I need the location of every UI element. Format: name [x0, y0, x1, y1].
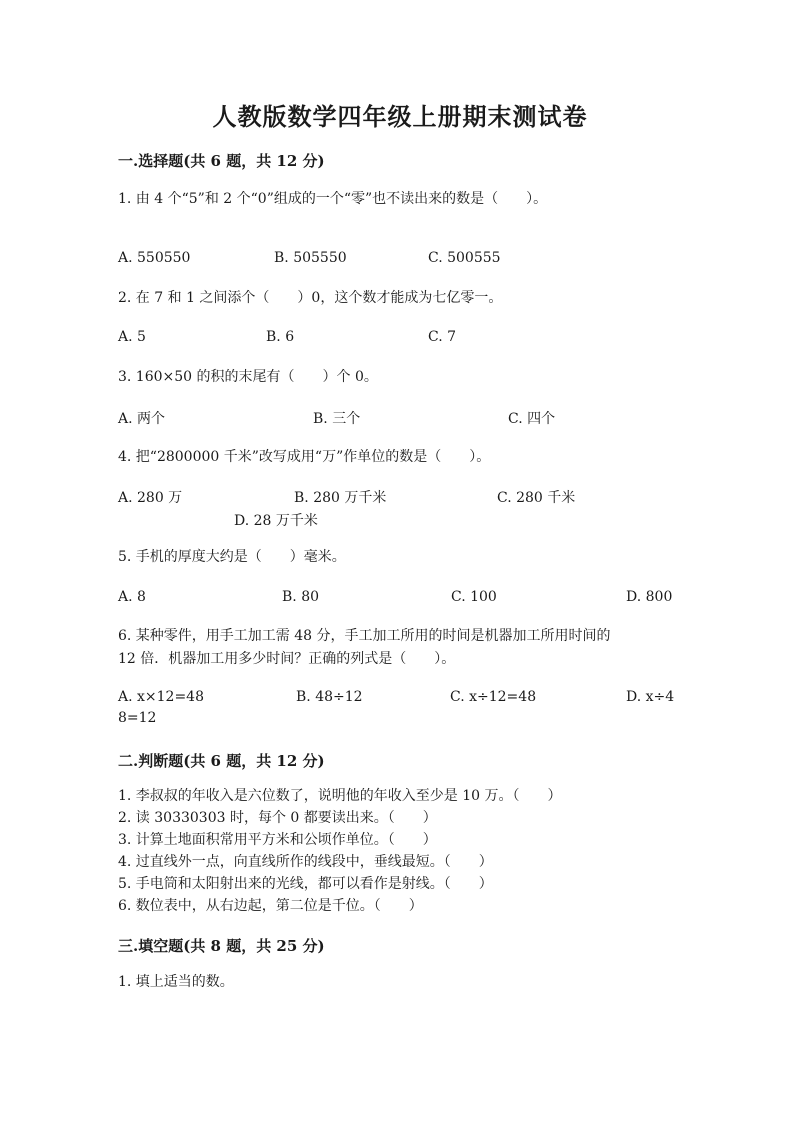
q1-option-c: C. 500555: [428, 250, 501, 266]
q6-option-a: A. x×12=48: [118, 689, 204, 705]
q5-option-c: C. 100: [451, 589, 497, 605]
question-3: 3. 160×50 的积的末尾有（ ）个 0。: [118, 369, 378, 385]
q3-option-a: A. 两个: [118, 411, 166, 427]
q3-option-b: B. 三个: [313, 411, 361, 427]
judge-item-6: 6. 数位表中，从右边起，第二位是千位。（ ）: [118, 898, 423, 914]
q5-option-b: B. 80: [282, 589, 320, 605]
judge-item-4: 4. 过直线外一点，向直线所作的线段中，垂线最短。（ ）: [118, 854, 493, 870]
question-2: 2. 在 7 和 1 之间添个（ ）0，这个数才能成为七亿零一。: [118, 290, 503, 306]
q6-option-b: B. 48÷12: [296, 689, 363, 705]
question-1: 1. 由 4 个“5”和 2 个“0”组成的一个“零”也不读出来的数是（ ）。: [118, 191, 548, 207]
page-title: 人教版数学四年级上册期末测试卷: [212, 102, 588, 131]
section-heading-judge: 二.判断题(共 6 题，共 12 分): [118, 752, 325, 770]
q4-option-d: D. 28 万千米: [234, 513, 318, 529]
fill-item-1: 1. 填上适当的数。: [118, 974, 234, 990]
question-6-line-2: 12 倍．机器加工用多少时间？正确的列式是（ ）。: [118, 651, 456, 667]
judge-item-1: 1. 李叔叔的年收入是六位数了，说明他的年收入至少是 10 万。（ ）: [118, 788, 562, 804]
judge-item-3: 3. 计算土地面积常用平方米和公顷作单位。（ ）: [118, 832, 437, 848]
q3-option-c: C. 四个: [508, 411, 556, 427]
q1-option-b: B. 505550: [274, 250, 347, 266]
section-heading-choice: 一.选择题(共 6 题，共 12 分): [118, 152, 325, 170]
judge-item-5: 5. 手电筒和太阳射出来的光线，都可以看作是射线。（ ）: [118, 876, 493, 892]
q2-option-b: B. 6: [266, 329, 295, 345]
q1-option-a: A. 550550: [118, 250, 191, 266]
q4-option-a: A. 280 万: [118, 490, 183, 506]
q4-option-b: B. 280 万千米: [294, 490, 387, 506]
q6-option-c: C. x÷12=48: [450, 689, 537, 705]
judge-item-2: 2. 读 30330303 时，每个 0 都要读出来。（ ）: [118, 810, 437, 826]
question-4: 4. 把“2800000 千米”改写成用“万”作单位的数是（ ）。: [118, 449, 491, 465]
section-heading-fill: 三.填空题(共 8 题，共 25 分): [118, 937, 325, 955]
question-6-line-1: 6. 某种零件，用手工加工需 48 分，手工加工所用的时间是机器加工所用时间的: [118, 628, 611, 644]
q5-option-a: A. 8: [118, 589, 146, 605]
q4-option-c: C. 280 千米: [497, 490, 576, 506]
q2-option-c: C. 7: [428, 329, 457, 345]
q6-option-d: D. x÷4: [626, 689, 675, 705]
q6-option-d-wrap: 8=12: [118, 710, 157, 726]
q5-option-d: D. 800: [626, 589, 673, 605]
question-5: 5. 手机的厚度大约是（ ）毫米。: [118, 549, 346, 565]
q2-option-a: A. 5: [118, 329, 146, 345]
